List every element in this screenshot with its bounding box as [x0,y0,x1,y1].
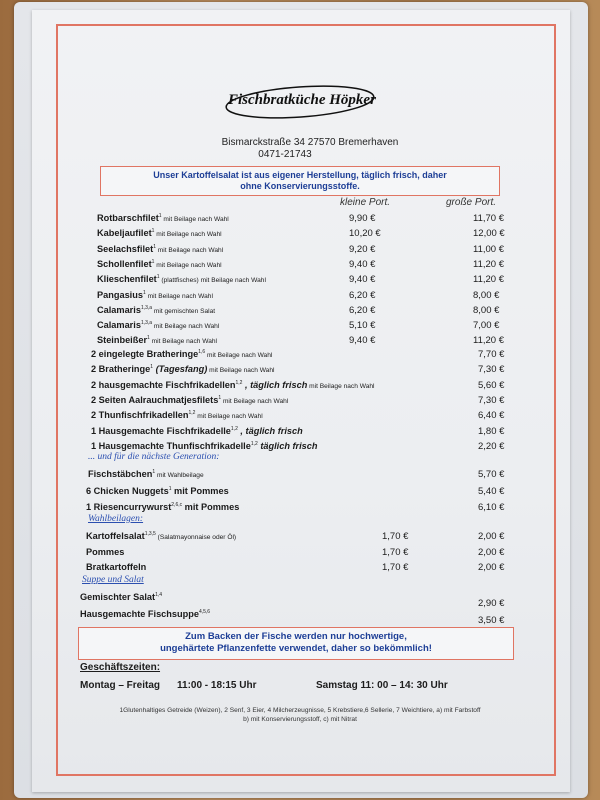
item-title: 2 Bratheringe [91,364,151,375]
price: 7,30 € [478,364,505,376]
price: 2,90 € [478,598,505,609]
logo-text: Fischbratküche Höpker [228,92,376,108]
price-small: 1,70 € [382,562,409,573]
item-emphasis: , täglich frisch [242,379,308,390]
menu-item-name [97,335,217,345]
item-title: 2 eingelegte Bratheringe [91,349,199,360]
allergen-codes: 1,2 [250,441,258,447]
item-title: 6 Chicken Nuggets [86,485,169,496]
small-portion-header: kleine Port. [340,197,391,208]
allergen-codes: 1 [147,335,150,342]
item-title: 1 Riesencurrywurst [86,502,172,513]
price: 6,40 € [478,410,505,422]
menu-item-name [86,531,236,541]
item-note: mit Beilage nach Wahl [205,352,273,360]
price: 6,10 € [478,502,505,513]
saturday-hours: Samstag 11: 00 – 14: 30 Uhr [316,680,448,691]
item-note: mit Beilage nach Wahl [161,216,229,224]
item-note: (plattfisches) mit Beilage nach Wahl [159,277,266,285]
weekday-time: 11:00 - 18:15 Uhr [177,680,257,691]
item-note: mit Beilage nach Wahl [145,292,213,300]
menu-item-name [97,274,266,284]
restaurant-logo [222,82,378,122]
item-title: Kabeljaufilet [97,228,152,239]
price-small: 9,40 € [349,258,376,270]
section-sides: Wahlbeilagen: [88,514,144,524]
item-note: mit Beilage nach Wahl [307,382,375,390]
menu-item-name [86,562,146,572]
price-large: 7,00 € [473,320,500,332]
allergen-codes: 1,2 [188,410,196,417]
menu-item-name [97,244,223,254]
notice-line-1: Zum Backen der Fische werden nur hochwertige, [185,631,407,642]
item-emphasis: , täglich frisch [237,425,303,436]
menu-item-name [91,364,275,374]
price-large: 11,70 € [473,213,504,224]
allergen-codes: 1 [158,213,162,219]
item-title: Hausgemachte Fischsuppe [80,609,199,620]
potato-salad-notice [100,166,500,196]
weekday-label: Montag – Freitag [80,680,161,691]
price-large: 11,00 € [473,243,504,255]
item-title: 2 Thunfischfrikadellen [91,410,189,421]
menu-item-name [91,441,318,451]
menu-item-name [80,592,162,602]
item-note: mit Beilage nach Wahl [221,397,289,405]
allergen-codes: 2,6,c [171,502,183,508]
item-title: Calamaris [97,320,141,331]
item-note: mit gemischten Salat [152,307,216,315]
price-small: 9,40 € [349,274,376,286]
price: 3,50 € [478,615,505,626]
price-large: 8,00 € [473,289,500,301]
price: 5,60 € [478,379,505,391]
menu-item-name [86,547,124,557]
allergen-codes: 1 [153,243,156,250]
notice-line-2: ungehärtete Pflanzenfette verwendet, daher so bekömmlich! [160,643,432,654]
menu-item-name [88,469,204,479]
price: 7,30 € [478,394,505,406]
menu-item-name [91,410,263,420]
allergen-codes: 1 [150,364,154,371]
notice-line-1: Unser Kartoffelsalat ist aus eigener Herstellung, täglich frisch, daher [153,170,447,180]
notice-line-2: ohne Konservierungsstoffe. [240,181,360,191]
price-small: 10,20 € [349,228,381,240]
menu-item-name [80,609,210,619]
item-title: Klieschenfilet [97,274,157,285]
item-note: mit Beilage nach Wahl [152,323,220,331]
price: 5,70 € [478,469,505,480]
price-small: 1,70 € [382,531,409,542]
item-note: mit Beilage nach Wahl [154,231,222,239]
price-large: 8,00 € [473,304,500,316]
item-emphasis: (Tagesfang) [153,364,208,375]
item-title: Steinbeißer [97,335,148,346]
price-large: 12,00 € [473,228,505,240]
allergen-codes: 1,3,a [140,304,153,311]
item-extra: mit Pommes [182,502,240,513]
price-large: 2,00 € [478,546,505,558]
allergen-codes: 1,6 [198,349,206,355]
allergen-codes: 1,3,5 [144,531,156,537]
large-portion-header: große Port. [446,197,497,208]
item-note: mit Beilage nach Wahl [154,261,222,269]
allergen-codes: 4,5,6 [198,609,211,615]
item-note: (Salatmayonnaise [155,534,211,542]
item-title: Calamaris [97,304,141,315]
phone: 0471-21743 [258,149,312,160]
price-large: 11,20 € [473,335,504,347]
price: 1,80 € [478,425,505,437]
item-note: mit Beilage nach Wahl [207,367,275,375]
price-large: 2,00 € [478,531,505,542]
allergen-codes: 1 [142,289,146,296]
price-small: 9,20 € [349,243,376,255]
price-small: 6,20 € [349,289,376,301]
price-large: 2,00 € [478,562,505,573]
item-title: 1 Hausgemachte Thunfischfrikadelle [91,441,251,452]
item-note: mit Wahlbeilage [155,472,204,480]
allergen-codes: 1 [218,394,222,401]
price: 7,70 € [478,349,505,360]
item-note: mit Beilage nach Wahl [149,338,218,346]
allergen-codes: 1 [156,274,160,281]
price: 2,20 € [478,441,505,452]
item-title: 2 Seiten Aalrauchmatjesfilets [91,394,219,405]
menu-item-name [97,228,222,238]
section-kids: ... und für die nächste Generation: [88,452,220,462]
price-small: 6,20 € [349,304,376,316]
item-note: mit Beilage nach Wahl [195,413,263,421]
allergen-footnote-1: 1Glutenhaltiges Getreide (Weizen), 2 Senf, 3 Eier, 4 Milcherzeugnisse, 5 Krebstiere,6 Sellerie, 7 Weichtiere, a) mit Farbstoff [119,707,481,714]
menu-item-name [97,305,215,315]
price-large: 11,20 € [473,274,504,286]
allergen-footnote-2: b) mit Konservierungsstoff, c) mit Nitrat [243,716,357,723]
menu-item-name [91,395,288,405]
item-title: Fischstäbchen [88,469,153,480]
item-title: Seelachsfilet [97,243,154,254]
address: Bismarckstraße 34 27570 Bremerhaven [221,137,399,148]
price-small: 9,90 € [349,213,376,224]
menu-item-name [97,290,213,300]
allergen-codes: 1,2 [230,425,238,432]
allergen-codes: 1 [151,258,155,265]
menu-item-name [86,486,229,496]
item-title: Rotbarschfilet [97,213,159,224]
item-title: Pommes [86,546,125,557]
price-small: 5,10 € [349,320,376,332]
item-emphasis: täglich frisch [257,441,318,452]
opening-hours-title: Geschäftszeiten: [80,662,161,673]
menu-item-name [86,502,239,512]
item-title: 2 hausgemachte Fischfrikadellen [91,379,236,390]
menu-item-name [91,380,375,390]
item-title: 1 Hausgemachte Fischfrikadelle [91,425,231,436]
price-large: 11,20 € [473,258,504,270]
allergen-codes: 1 [168,485,172,492]
allergen-codes: 1,2 [235,379,243,386]
menu-item-name [97,320,219,330]
item-title: Pangasius [97,289,143,300]
menu-item-name [91,349,272,359]
price-small: 1,70 € [382,546,409,558]
item-title: Gemischter Salat [80,592,156,603]
item-title: Bratkartoffeln [86,562,147,572]
menu-item-name [91,426,303,436]
frying-fat-notice [78,627,514,660]
price-small: 9,40 € [349,335,376,347]
allergen-codes: 1,4 [155,592,163,598]
menu-item-name [97,259,222,269]
allergen-codes: 1,3,a [140,320,153,327]
section-soup: Suppe und Salat [82,575,144,585]
item-title: Schollenfilet [97,258,152,269]
item-note: mit Beilage nach Wahl [155,246,224,254]
allergen-codes: 1 [151,228,155,235]
item-note: oder Öl) [210,534,237,542]
allergen-codes: 1 [152,469,156,475]
price: 5,40 € [478,485,505,497]
item-title: Kartoffelsalat [86,531,145,542]
item-extra: mit Pommes [171,485,229,496]
menu-item-name [97,213,229,223]
